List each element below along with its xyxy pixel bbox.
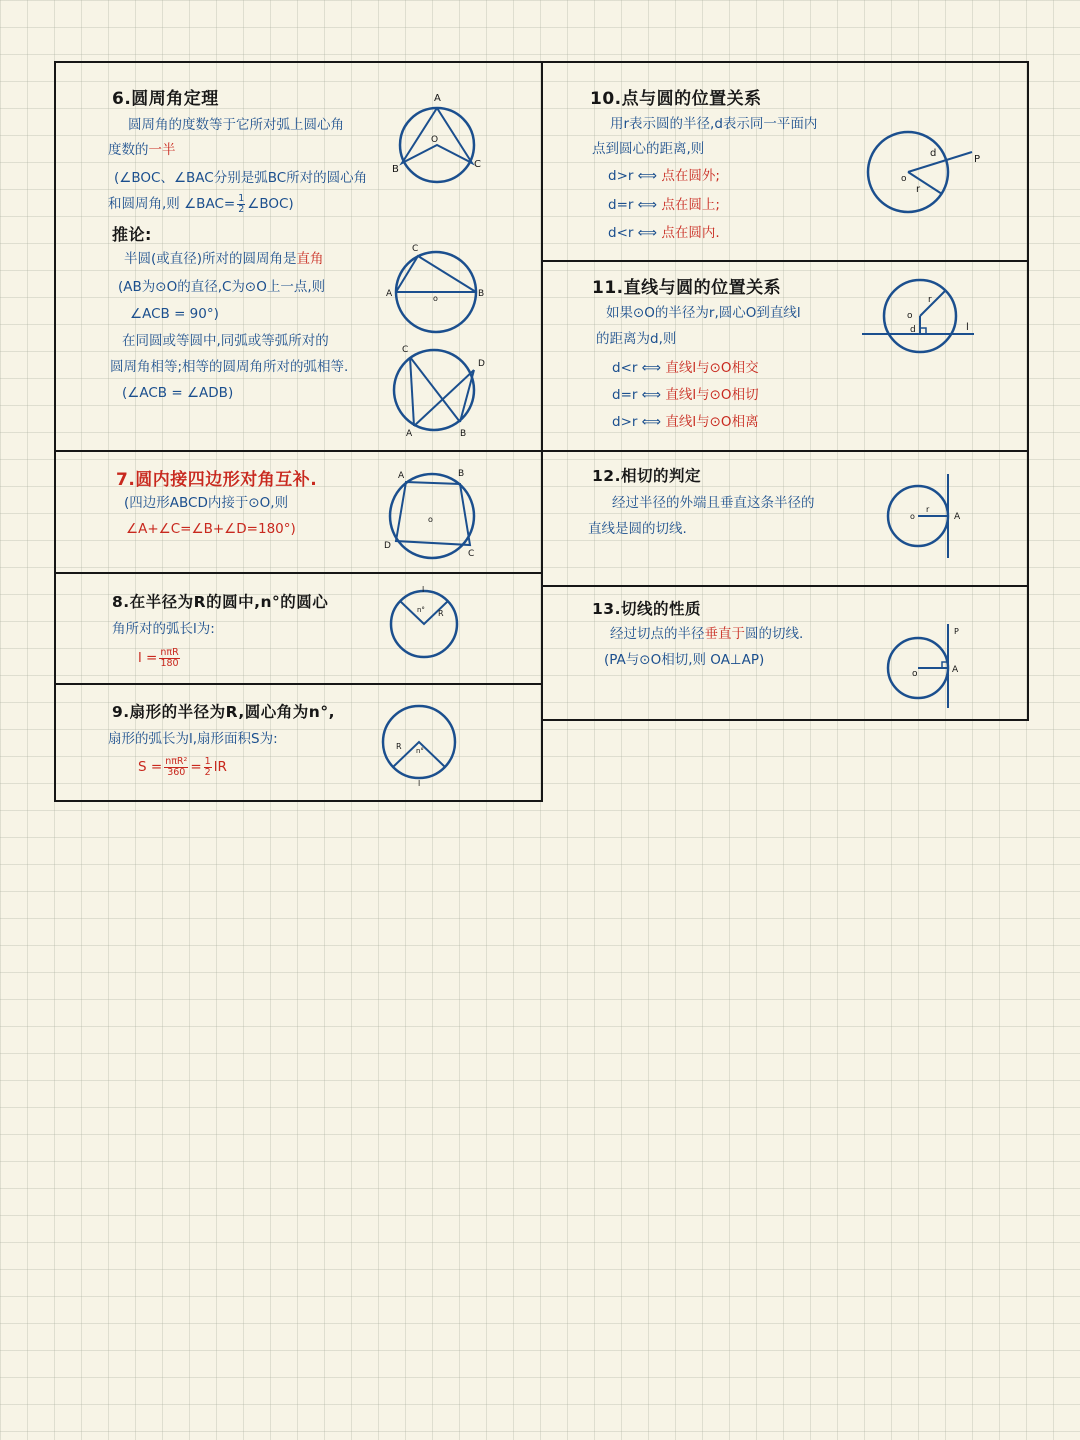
s6-corollary-3: ∠ACB = 90°) (130, 306, 219, 322)
label-o: o (901, 174, 907, 184)
label-n: n° (417, 606, 425, 614)
tangent-criterion-diagram (884, 474, 974, 560)
label-p: P (954, 627, 959, 636)
equal-arc-angles-diagram (390, 340, 490, 440)
label-d: D (384, 541, 391, 551)
label-a: A (954, 512, 961, 522)
label-r: R (396, 742, 402, 751)
s6-line-3: (∠BOC、∠BAC分别是弧BC所对的圆心角 (114, 170, 368, 186)
s11-line-2: 的距离为d,则 (596, 331, 677, 347)
s13-line-1: 经过切点的半径垂直于圆的切线. (610, 626, 804, 642)
s9-line-1: 扇形的弧长为l,扇形面积S为: (108, 731, 278, 747)
s6-corollary-1: 半圆(或直径)所对的圆周角是直角 (124, 251, 324, 267)
label-l: l (966, 322, 969, 333)
label-r: r (926, 505, 930, 514)
s8-formula: l = $\frac{\text{nπR}}{180}$ (138, 646, 179, 669)
s10-rule-3: d<r ⟺ 点在圆内. (608, 225, 720, 241)
section-9-title: 9.扇形的半径为R,圆心角为n°, (112, 703, 335, 721)
label-r: r (916, 184, 921, 195)
s10-line-1: 用r表示圆的半径,d表示同一平面内 (610, 116, 818, 132)
s13-line-2: (PA与⊙O相切,则 OA⊥AP) (604, 652, 765, 668)
arc-length-diagram (386, 584, 466, 664)
label-l: l (422, 585, 425, 594)
s11-rule-3: d>r ⟺ 直线l与⊙O相离 (612, 414, 759, 430)
label-c: C (402, 345, 409, 355)
semicircle-angle-diagram (386, 245, 486, 337)
label-b: B (460, 429, 467, 439)
label-r: R (438, 609, 444, 618)
s9-fraction-2: $\frac{1}{2}$ (204, 755, 211, 778)
label-n: n° (416, 747, 424, 755)
label-b: B (478, 289, 485, 299)
label-o: o (428, 515, 433, 524)
label-a: A (386, 289, 393, 299)
s6-line-2: 度数的一半 (108, 142, 176, 158)
point-circle-diagram (864, 128, 984, 216)
label-a: A (952, 665, 959, 675)
s6-corollary-6: (∠ACB = ∠ADB) (122, 385, 234, 401)
s11-rule-2: d=r ⟺ 直线l与⊙O相切 (612, 387, 759, 403)
label-r: r (928, 295, 932, 305)
line-circle-diagram (862, 278, 980, 360)
s12-line-1: 经过半径的外端且垂直这条半径的 (612, 495, 815, 511)
label-b: B (392, 164, 399, 175)
section-10-title: 10.点与圆的位置关系 (590, 89, 762, 109)
section-11-title: 11.直线与圆的位置关系 (592, 278, 782, 298)
s6-line-4: 和圆周角,则 ∠BAC= $\frac{1}{2}$ ∠BOC) (108, 192, 294, 215)
s6-corollary-4: 在同圆或等圆中,同弧或等弧所对的 (122, 333, 329, 349)
label-c: C (474, 159, 481, 170)
label-d: d (910, 325, 916, 335)
s8-line-1: 角所对的弧长l为: (112, 621, 215, 637)
s10-rule-1: d>r ⟺ 点在圆外; (608, 168, 720, 184)
label-b: B (458, 469, 465, 479)
s10-rule-2: d=r ⟺ 点在圆上; (608, 197, 720, 213)
tangent-property-diagram (884, 620, 974, 710)
label-a: A (398, 471, 405, 481)
corollary-heading: 推论: (112, 225, 152, 244)
label-c: C (412, 244, 419, 254)
cyclic-quadrilateral-diagram (380, 462, 480, 562)
label-l: l (418, 779, 421, 788)
s6-corollary-5: 圆周角相等;相等的圆周角所对的弧相等. (110, 359, 349, 375)
section-12-title: 12.相切的判定 (592, 467, 701, 485)
label-o: o (433, 294, 438, 303)
label-c: C (468, 549, 475, 559)
label-d: D (478, 359, 485, 369)
s9-formula: S = $\frac{\text{nπR²}}{360}$ = $\frac{1}{2}$ lR (138, 755, 227, 778)
label-d: d (930, 148, 937, 159)
s6-fraction: $\frac{1}{2}$ (238, 192, 245, 215)
s11-line-1: 如果⊙O的半径为r,圆心O到直线l (606, 305, 801, 321)
section-13-title: 13.切线的性质 (592, 600, 701, 618)
label-a: A (406, 429, 413, 439)
s11-rule-1: d<r ⟺ 直线l与⊙O相交 (612, 360, 759, 376)
s9-fraction-1: $\frac{\text{nπR²}}{360}$ (165, 755, 188, 778)
s6-corollary-2: (AB为⊙O的直径,C为⊙O上一点,则 (118, 279, 326, 295)
label-o: o (912, 669, 918, 679)
label-o: O (431, 135, 439, 145)
s12-line-2: 直线是圆的切线. (588, 521, 687, 537)
label-a: A (434, 93, 441, 104)
section-6-title: 6.圆周角定理 (112, 89, 219, 109)
s7-line-1: (四边形ABCD内接于⊙O,则 (124, 495, 289, 511)
section-8-title: 8.在半径为R的圆中,n°的圆心 (112, 593, 329, 611)
s6-line-1: 圆周角的度数等于它所对弧上圆心角 (128, 117, 344, 133)
inscribed-angle-diagram (390, 90, 485, 185)
s10-line-2: 点到圆心的距离,则 (592, 141, 705, 157)
s8-fraction: $\frac{\text{nπR}}{180}$ (160, 646, 179, 669)
label-o: o (910, 512, 915, 521)
section-7-title: 7.圆内接四边形对角互补. (116, 470, 318, 490)
sector-area-diagram (376, 700, 466, 788)
s7-line-2: ∠A+∠C=∠B+∠D=180°) (126, 521, 296, 537)
label-p: P (974, 154, 981, 165)
label-o: o (907, 311, 913, 321)
